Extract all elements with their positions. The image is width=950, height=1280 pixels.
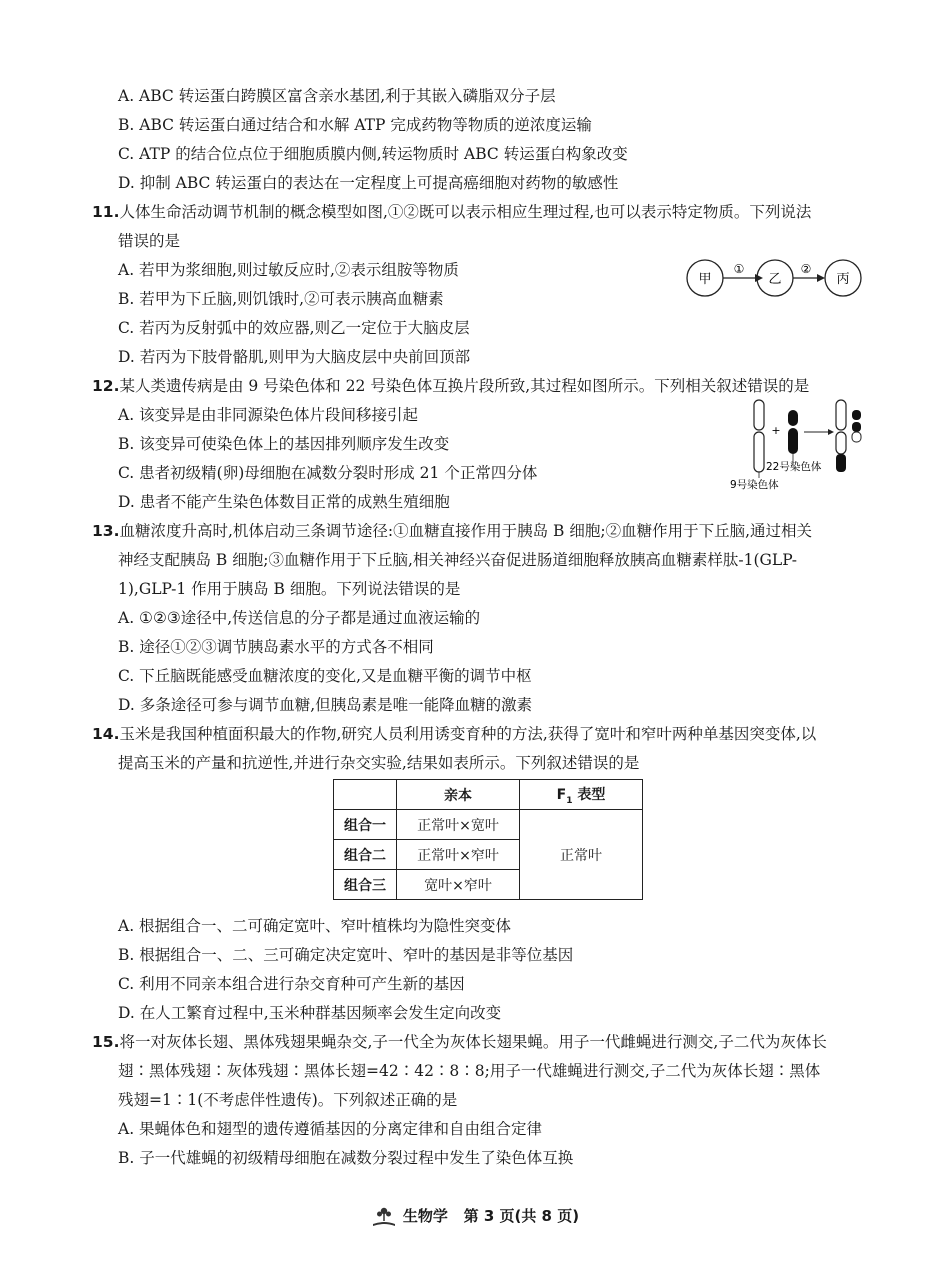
q14-header-f1-rest: 表型 (572, 786, 606, 803)
q14-group-1: 组合一 (334, 810, 397, 840)
q12-option-c: C. 患者初级精(卵)母细胞在减数分裂时形成 21 个正常四分体 (118, 464, 538, 482)
q11-option-c: C. 若丙为反射弧中的效应器,则乙一定位于大脑皮层 (118, 319, 470, 337)
q12-plus-sign: + (771, 424, 781, 437)
q12-derived-chr9-middle (836, 432, 846, 454)
q12-derived-chr22-top (852, 410, 861, 420)
q10-option-b: B. ABC 转运蛋白通过结合和水解 ATP 完成药物等物质的逆浓度运输 (118, 116, 592, 134)
q11-node-jia-label: 甲 (698, 272, 712, 287)
q11-arrowhead-2 (817, 274, 825, 282)
q12-derived-chr22-middle (852, 422, 861, 432)
q14-option-b: B. 根据组合一、二、三可确定决定宽叶、窄叶的基因是非等位基因 (118, 946, 574, 964)
q12-chr9-lower-arm (754, 432, 764, 472)
q15-stem-line2: 翅∶黑体残翅∶灰体残翅∶黑体长翅=42∶42∶8∶8;用子一代雄蝇进行测交,子二代为灰体长翅∶黑体 (118, 1062, 821, 1080)
q12-chromosome-diagram (728, 398, 868, 493)
q11-option-d: D. 若丙为下肢骨骼肌,则甲为大脑皮层中央前回顶部 (118, 348, 471, 366)
q10-option-c: C. ATP 的结合位点位于细胞质膜内侧,转运物质时 ABC 转运蛋白构象改变 (118, 145, 628, 163)
book-tree-logo-icon (371, 1206, 397, 1228)
q10-option-d: D. 抑制 ABC 转运蛋白的表达在一定程度上可提高癌细胞对药物的敏感性 (118, 174, 619, 192)
q14-parents-3: 宽叶×窄叶 (397, 870, 520, 900)
q12-derived-chr9-upper (836, 400, 846, 430)
q12-option-b: B. 该变异可使染色体上的基因排列顺序发生改变 (118, 435, 450, 453)
q14-stem-line1: 玉米是我国种植面积最大的作物,研究人员利用诱变育种的方法,获得了宽叶和窄叶两种单基因突变体,以 (119, 725, 817, 743)
q13-option-b: B. 途径①②③调节胰岛素水平的方式各不相同 (118, 638, 434, 656)
q11-stem-line2: 错误的是 (118, 232, 181, 250)
q11-stem (92, 202, 811, 222)
q14-f1-result: 正常叶 (520, 810, 643, 900)
q14-parents-1: 正常叶×宽叶 (397, 810, 520, 840)
q11-arrow-2-label: ② (800, 262, 812, 276)
q14-cross-table (333, 779, 643, 900)
q12-derived-chr22-white-tip (852, 432, 861, 442)
q14-stem (92, 724, 816, 744)
q12-label-chr9: 9号染色体 (730, 479, 779, 491)
q12-option-a: A. 该变异是由非同源染色体片段间移接引起 (118, 406, 419, 424)
q14-table-corner (334, 780, 397, 810)
q14-parents-2: 正常叶×窄叶 (397, 840, 520, 870)
q10-option-a: A. ABC 转运蛋白跨膜区富含亲水基团,利于其嵌入磷脂双分子层 (118, 87, 556, 105)
q13-option-c: C. 下丘脑既能感受血糖浓度的变化,又是血糖平衡的调节中枢 (118, 667, 532, 685)
q12-chr22-lower-arm (788, 428, 798, 454)
q12-arrowhead (828, 429, 834, 435)
q13-stem-line3: 1),GLP-1 作用于胰岛 B 细胞。下列说法错误的是 (118, 580, 461, 598)
q13-option-a: A. ①②③途径中,传送信息的分子都是通过血液运输的 (118, 609, 481, 627)
q14-header-parent: 亲本 (397, 780, 520, 810)
q12-stem (92, 376, 809, 396)
page-footer (0, 1205, 950, 1228)
q15-stem-line1: 将一对灰体长翅、黑体残翅果蝇杂交,子一代全为灰体长翅果蝇。用子一代雌蝇进行测交,子二代为灰体长 (119, 1033, 827, 1051)
q11-node-yi-label: 乙 (768, 272, 782, 287)
q13-number: 13. (92, 522, 120, 540)
q15-stem-line3: 残翅=1∶1(不考虑伴性遗传)。下列叙述正确的是 (118, 1091, 458, 1109)
footer-page-number: 第 3 页(共 8 页) (463, 1207, 580, 1225)
q13-option-d: D. 多条途径可参与调节血糖,但胰岛素是唯一能降血糖的激素 (118, 696, 533, 714)
q14-header-f1-sub: 1 (566, 795, 573, 806)
q14-option-a: A. 根据组合一、二可确定宽叶、窄叶植株均为隐性突变体 (118, 917, 512, 935)
q12-number: 12. (92, 377, 120, 395)
q14-group-3: 组合三 (334, 870, 397, 900)
q11-stem-line1: 人体生命活动调节机制的概念模型如图,①②既可以表示相应生理过程,也可以表示特定物质。下列说法 (119, 203, 812, 221)
q12-label-chr22: 22号染色体 (766, 461, 822, 473)
q14-header-f1-main: F (556, 786, 567, 803)
q14-stem-line2: 提高玉米的产量和抗逆性,并进行杂交实验,结果如表所示。下列叙述错误的是 (118, 754, 640, 772)
q14-table-header-row (334, 780, 643, 810)
footer-subject: 生物学 (402, 1207, 448, 1225)
q15-stem (92, 1032, 827, 1052)
q11-concept-diagram (685, 253, 865, 303)
q11-number: 11. (92, 203, 120, 221)
q15-option-b: B. 子一代雄蝇的初级精母细胞在减数分裂过程中发生了染色体互换 (118, 1149, 574, 1167)
q11-arrow-1-label: ① (733, 262, 745, 276)
q12-chr22-upper-arm (788, 410, 798, 426)
q14-option-d: D. 在人工繁育过程中,玉米种群基因频率会发生定向改变 (118, 1004, 502, 1022)
q14-header-f1 (520, 780, 643, 810)
table-row (334, 810, 643, 840)
q12-derived-chr9-black-tip (836, 454, 846, 472)
q13-stem (92, 521, 812, 541)
q11-option-b: B. 若甲为下丘脑,则饥饿时,②可表示胰高血糖素 (118, 290, 444, 308)
q11-arrowhead-1 (755, 274, 763, 282)
q13-stem-line2: 神经支配胰岛 B 细胞;③血糖作用于下丘脑,相关神经兴奋促进肠道细胞释放胰高血糖素样肽-1(GLP- (118, 551, 798, 569)
q12-chr9-upper-arm (754, 400, 764, 430)
q15-option-a: A. 果蝇体色和翅型的遗传遵循基因的分离定律和自由组合定律 (118, 1120, 543, 1138)
q12-option-d: D. 患者不能产生染色体数目正常的成熟生殖细胞 (118, 493, 450, 511)
q14-option-c: C. 利用不同亲本组合进行杂交育种可产生新的基因 (118, 975, 465, 993)
q12-stem-line1: 某人类遗传病是由 9 号染色体和 22 号染色体互换片段所致,其过程如图所示。下列相关叙述错误的是 (119, 377, 810, 395)
q13-stem-line1: 血糖浓度升高时,机体启动三条调节途径:①血糖直接作用于胰岛 B 细胞;②血糖作用于下丘脑,通过相关 (119, 522, 813, 540)
q11-node-bing-label: 丙 (836, 272, 850, 287)
q14-group-2: 组合二 (334, 840, 397, 870)
q15-number: 15. (92, 1033, 120, 1051)
q14-number: 14. (92, 725, 120, 743)
q11-option-a: A. 若甲为浆细胞,则过敏反应时,②表示组胺等物质 (118, 261, 459, 279)
